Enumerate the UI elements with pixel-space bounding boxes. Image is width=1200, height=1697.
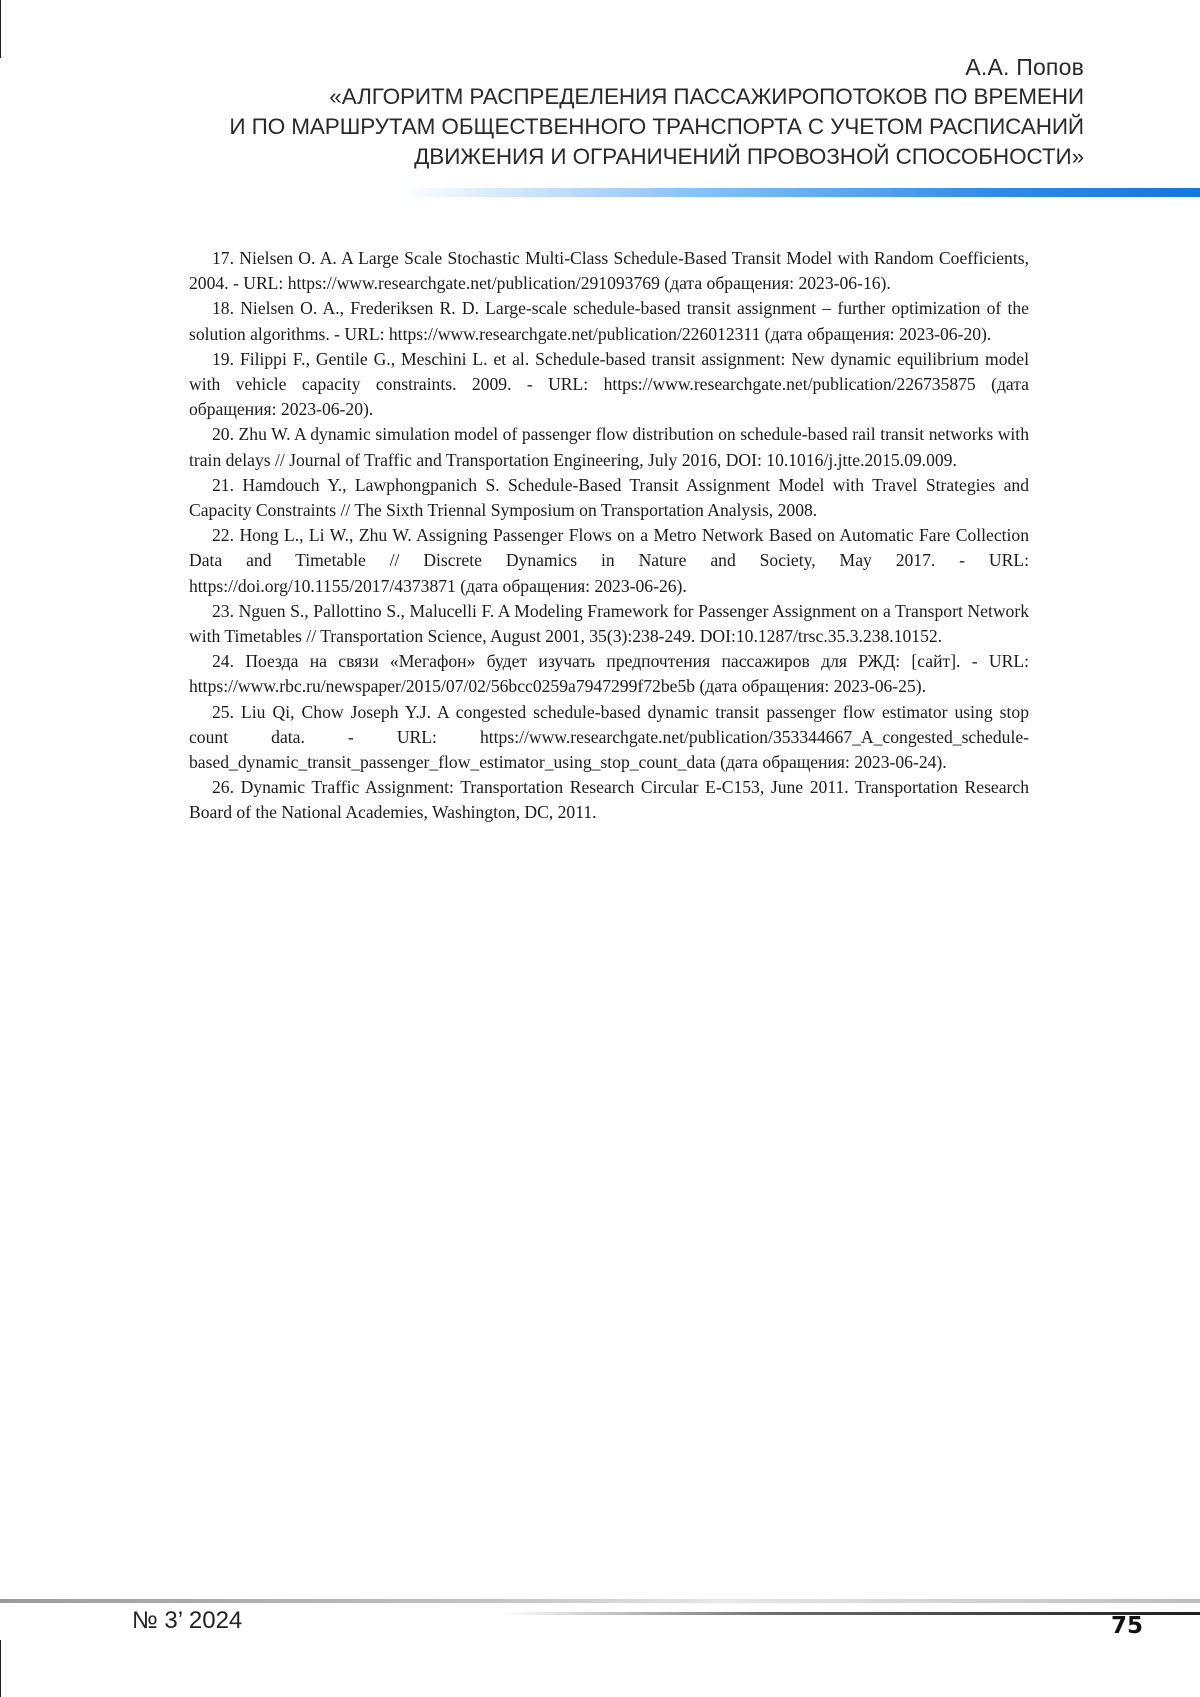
header-title-line: И ПО МАРШРУТАМ ОБЩЕСТВЕННОГО ТРАНСПОРТА С УЧЕТОМ РАСПИСАНИЙ bbox=[84, 112, 1084, 142]
footer-rule-top bbox=[0, 1599, 1200, 1603]
page-number: 75 bbox=[1111, 1613, 1143, 1639]
issue-number: № 3’ 2024 bbox=[132, 1607, 242, 1635]
reference-text: Nguen S., Pallottino S., Malucelli F. A Modeling Framework for Passenger Assignment on a Transport Network with Timetables // Transportation Science, August 2001, 35(3):238-249. DOI:10.1287/trsc.35.3.238.10152. bbox=[189, 601, 1029, 646]
reference-number: 25. bbox=[212, 702, 234, 722]
reference-text: Filippi F., Gentile G., Meschini L. et al. Schedule-based transit assignment: New dynamic equilibrium model with vehicle capacity constraints. 2009. - URL: https://www.researchgate.net/publication/226735875 (дата обращения: 2023-06-20). bbox=[189, 349, 1029, 419]
reference-item bbox=[189, 246, 1029, 296]
reference-number: 18. bbox=[212, 298, 234, 318]
reference-text: Liu Qi, Chow Joseph Y.J. A congested schedule-based dynamic transit passenger flow estimator using stop count data. - URL: https://www.researchgate.net/publication/353344667_A_congested_schedule-based_dynamic_transit_passenger_flow_estimator_using_stop_count_data (дата обращения: 2023-06-24). bbox=[189, 702, 1029, 772]
reference-text: Zhu W. A dynamic simulation model of passenger flow distribution on schedule-based rail transit networks with train delays // Journal of Traffic and Transportation Engineering, July 2016, DOI: 10.1016/j.jtte.2015.09.009. bbox=[189, 424, 1029, 469]
footer-rule-bottom bbox=[500, 1612, 1200, 1615]
reference-list bbox=[189, 246, 1029, 826]
reference-number: 22. bbox=[212, 525, 234, 545]
reference-text: Dynamic Traffic Assignment: Transportation Research Circular E-C153, June 2011. Transportation Research Board of the National Academies, Washington, DC, 2011. bbox=[189, 777, 1029, 822]
reference-item bbox=[189, 422, 1029, 472]
reference-item bbox=[189, 523, 1029, 599]
reference-text: Hong L., Li W., Zhu W. Assigning Passenger Flows on a Metro Network Based on Automatic Fare Collection Data and Timetable // Discrete Dynamics in Nature and Society, May 2017. - URL: https://doi.org/10.1155/2017/4373871 (дата обращения: 2023-06-26). bbox=[189, 525, 1029, 595]
reference-item bbox=[189, 599, 1029, 649]
reference-item bbox=[189, 296, 1029, 346]
reference-number: 19. bbox=[212, 349, 234, 369]
reference-item bbox=[189, 649, 1029, 699]
running-header bbox=[84, 52, 1084, 172]
reference-item bbox=[189, 775, 1029, 825]
reference-text: Hamdouch Y., Lawphongpanich S. Schedule-Based Transit Assignment Model with Travel Strategies and Capacity Constraints // The Sixth Triennal Symposium on Transportation Analysis, 2008. bbox=[189, 475, 1029, 520]
crop-mark-bottom-left bbox=[0, 1640, 1, 1697]
header-title-line: ДВИЖЕНИЯ И ОГРАНИЧЕНИЙ ПРОВОЗНОЙ СПОСОБНОСТИ» bbox=[84, 142, 1084, 172]
reference-number: 26. bbox=[212, 777, 234, 797]
reference-text: Nielsen O. A. A Large Scale Stochastic Multi-Class Schedule-Based Transit Model with Random Coefficients, 2004. - URL: https://www.researchgate.net/publication/291093769 (дата обращения: 2023-06-16). bbox=[189, 248, 1029, 293]
reference-number: 23. bbox=[212, 601, 234, 621]
reference-number: 21. bbox=[212, 475, 234, 495]
reference-number: 24. bbox=[212, 651, 234, 671]
header-accent-bar bbox=[400, 188, 1200, 197]
crop-mark-top-left bbox=[0, 0, 1, 58]
reference-text: Поезда на связи «Мегафон» будет изучать предпочтения пассажиров для РЖД: [сайт]. - URL: https://www.rbc.ru/newspaper/2015/07/02/56bcc0259a7947299f72be5b (дата обращения: 2023-06-25). bbox=[189, 651, 1029, 696]
reference-item bbox=[189, 347, 1029, 423]
reference-number: 20. bbox=[212, 424, 234, 444]
header-article-title bbox=[84, 82, 1084, 172]
reference-number: 17. bbox=[212, 248, 234, 268]
reference-text: Nielsen O. A., Frederiksen R. D. Large-scale schedule-based transit assignment – further optimization of the solution algorithms. - URL: https://www.researchgate.net/publication/226012311 (дата обращения: 2023-06-20). bbox=[189, 298, 1029, 343]
reference-item bbox=[189, 473, 1029, 523]
header-title-line: «АЛГОРИТМ РАСПРЕДЕЛЕНИЯ ПАССАЖИРОПОТОКОВ ПО ВРЕМЕНИ bbox=[84, 82, 1084, 112]
reference-item bbox=[189, 700, 1029, 776]
header-author: А.А. Попов bbox=[84, 52, 1084, 82]
